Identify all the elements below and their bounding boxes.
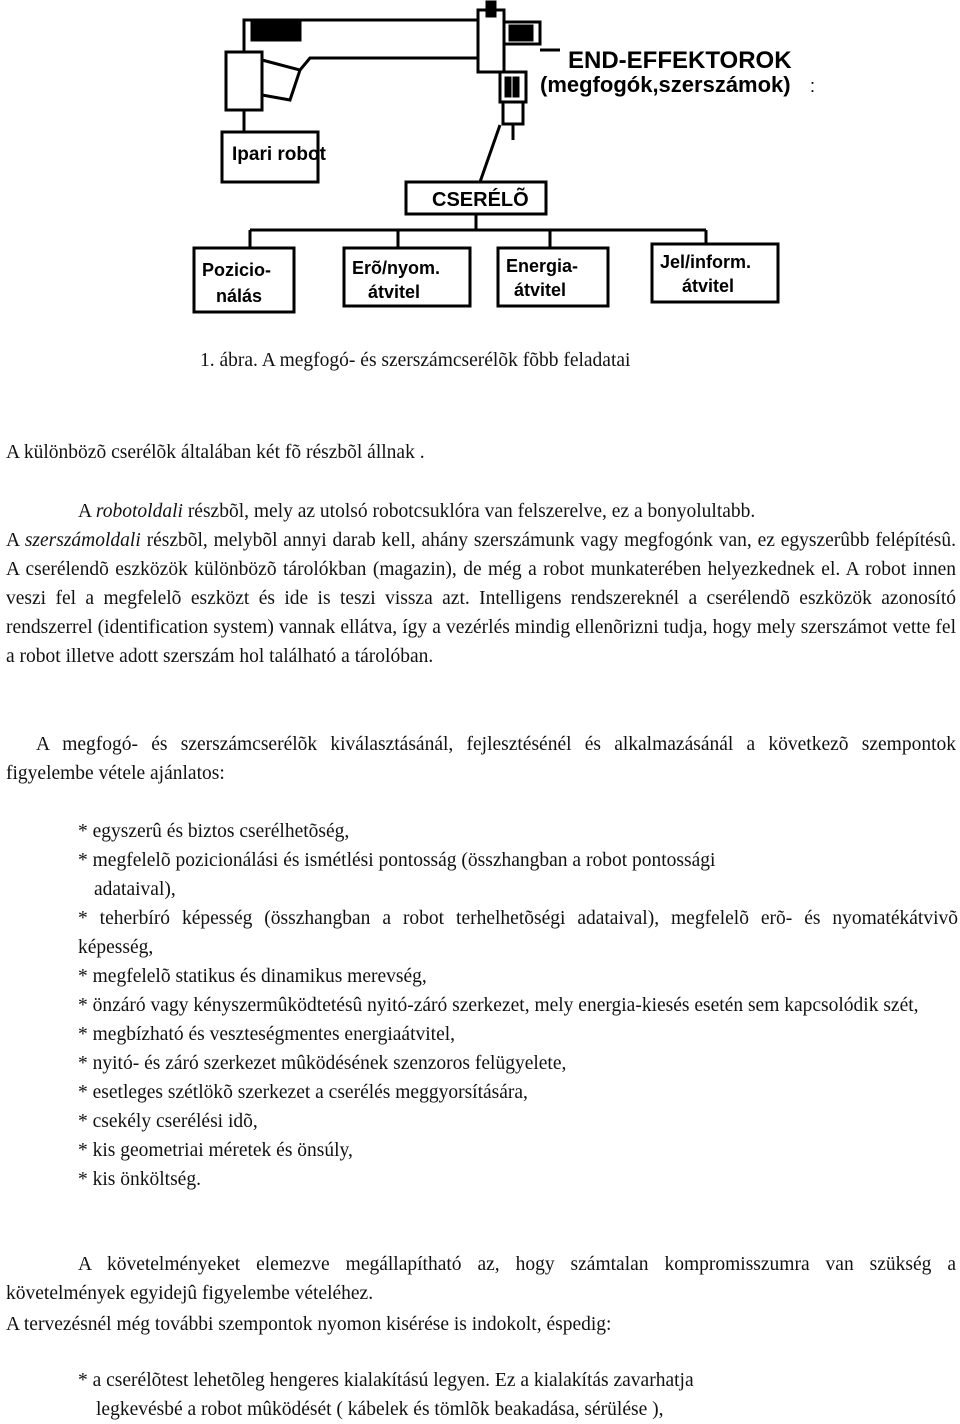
robot-label: Ipari robot (232, 144, 326, 165)
end-effector-subtitle: (megfogók,szerszámok) (540, 72, 791, 97)
figure-caption: 1. ábra. A megfogó- és szerszámcserélõk fõbb feladatai (200, 350, 631, 371)
criteria-list (78, 817, 958, 1194)
list-item: * megfelelõ pozicionálási és ismétlési pontosság (összhangban a robot pontossági (78, 850, 716, 871)
list-item: * esetleges szétlökõ szerkezet a cserélés meggyorsítására, (78, 1082, 528, 1103)
robot-side-line: A robotoldali részbõl, mely az utolsó robotcsuklóra van felszerelve, ez a bonyolultabb. (78, 501, 756, 522)
robot-arm-illustration (226, 2, 540, 140)
paragraph-intro: A különbözõ cserélõk általában két fõ részbõl állnak . (6, 442, 425, 463)
changer-label: CSERÉLÕ (432, 189, 529, 211)
box-energy-line2: átvitel (514, 280, 567, 300)
list-item: * önzáró vagy kényszermûködtetésû nyitó-záró szerkezet, mely energia-kiesés esetén sem kapcsolódik szét, (78, 995, 919, 1016)
paragraph-compromise: A követelményeket elemezve megállapítható az, hogy számtalan kompromisszumra van szükség a követelmények egyidejû figyelembe vételéhez. (6, 1254, 956, 1304)
box-energy-line1: Energia- (506, 256, 579, 276)
paragraph-parts (6, 497, 956, 671)
box-force-line2: átvitel (368, 282, 421, 302)
list-item: * csekély cserélési idõ, (78, 1111, 258, 1132)
box-positioning-line1: Pozicio- (202, 260, 272, 280)
further-list (78, 1366, 958, 1424)
paragraph-further: A tervezésnél még további szempontok nyomon kisérése is indokolt, éspedig: (6, 1314, 612, 1335)
box-positioning-line2: nálás (216, 286, 263, 306)
list-item: * megbízható és veszteségmentes energiaátvitel, (78, 1024, 456, 1045)
list-item: * teherbíró képesség (összhangban a robot terhelhetõségi adataival), megfelelõ erõ- és nyomatékátvivõ képesség, (78, 908, 958, 958)
list-item-continuation: legkevésbé a robot mûködését ( kábelek és tömlõk beakadása, sérülése ), (96, 1399, 664, 1420)
colon-mark: : (810, 76, 816, 96)
robot-side-term: robotoldali (95, 501, 183, 522)
list-item: * a cserélõtest lehetõleg hengeres kialakítású legyen. Ez a kialakítás zavarhatja (78, 1370, 694, 1391)
robot-diagram (0, 0, 960, 330)
list-item: adataival), (94, 879, 176, 900)
branch-lines (250, 214, 706, 248)
tool-side-term: szerszámoldali (24, 530, 141, 551)
list-item: * egyszerû és biztos cserélhetõség, (78, 821, 350, 842)
end-effector-title: END-EFFEKTOROK (568, 47, 792, 74)
list-item: * nyitó- és záró szerkezet mûködésének szenzoros felügyelete, (78, 1053, 567, 1074)
box-signal-line1: Jel/inform. (660, 252, 752, 272)
paragraph-criteria-intro: A megfogó- és szerszámcserélõk kiválasztásánál, fejlesztésénél és alkalmazásánál a következõ szempontok figyelembe vétele ajánlatos: (6, 734, 956, 784)
list-item: * kis geometriai méretek és önsúly, (78, 1140, 353, 1161)
list-item: * megfelelõ statikus és dinamikus merevség, (78, 966, 427, 987)
box-force-line1: Erõ/nyom. (352, 258, 441, 278)
box-signal-line2: átvitel (682, 276, 735, 296)
list-item: * kis önköltség. (78, 1169, 201, 1190)
tool-side-text: A szerszámoldali részbõl, melybõl annyi darab kell, ahány szerszámunk vagy megfogónk van, ez egyszerûbb felépítésû. A cserélendõ eszközök különbözõ tárolókban (magazin), de még a robot munkaterében helyezkednek el. A robot innen veszi fel a megfelelõ eszközt és ide is teszi vissza azt. Intelligens rendszereknél a cserélendõ eszközök azonosító rendszerrel (identification system) vannak ellátva, így a vezérlés mindig ellenõrizni tudja, hogy mely szerszámot vette fel a robot illetve adott szerszám hol található a tárolóban. (6, 530, 956, 667)
